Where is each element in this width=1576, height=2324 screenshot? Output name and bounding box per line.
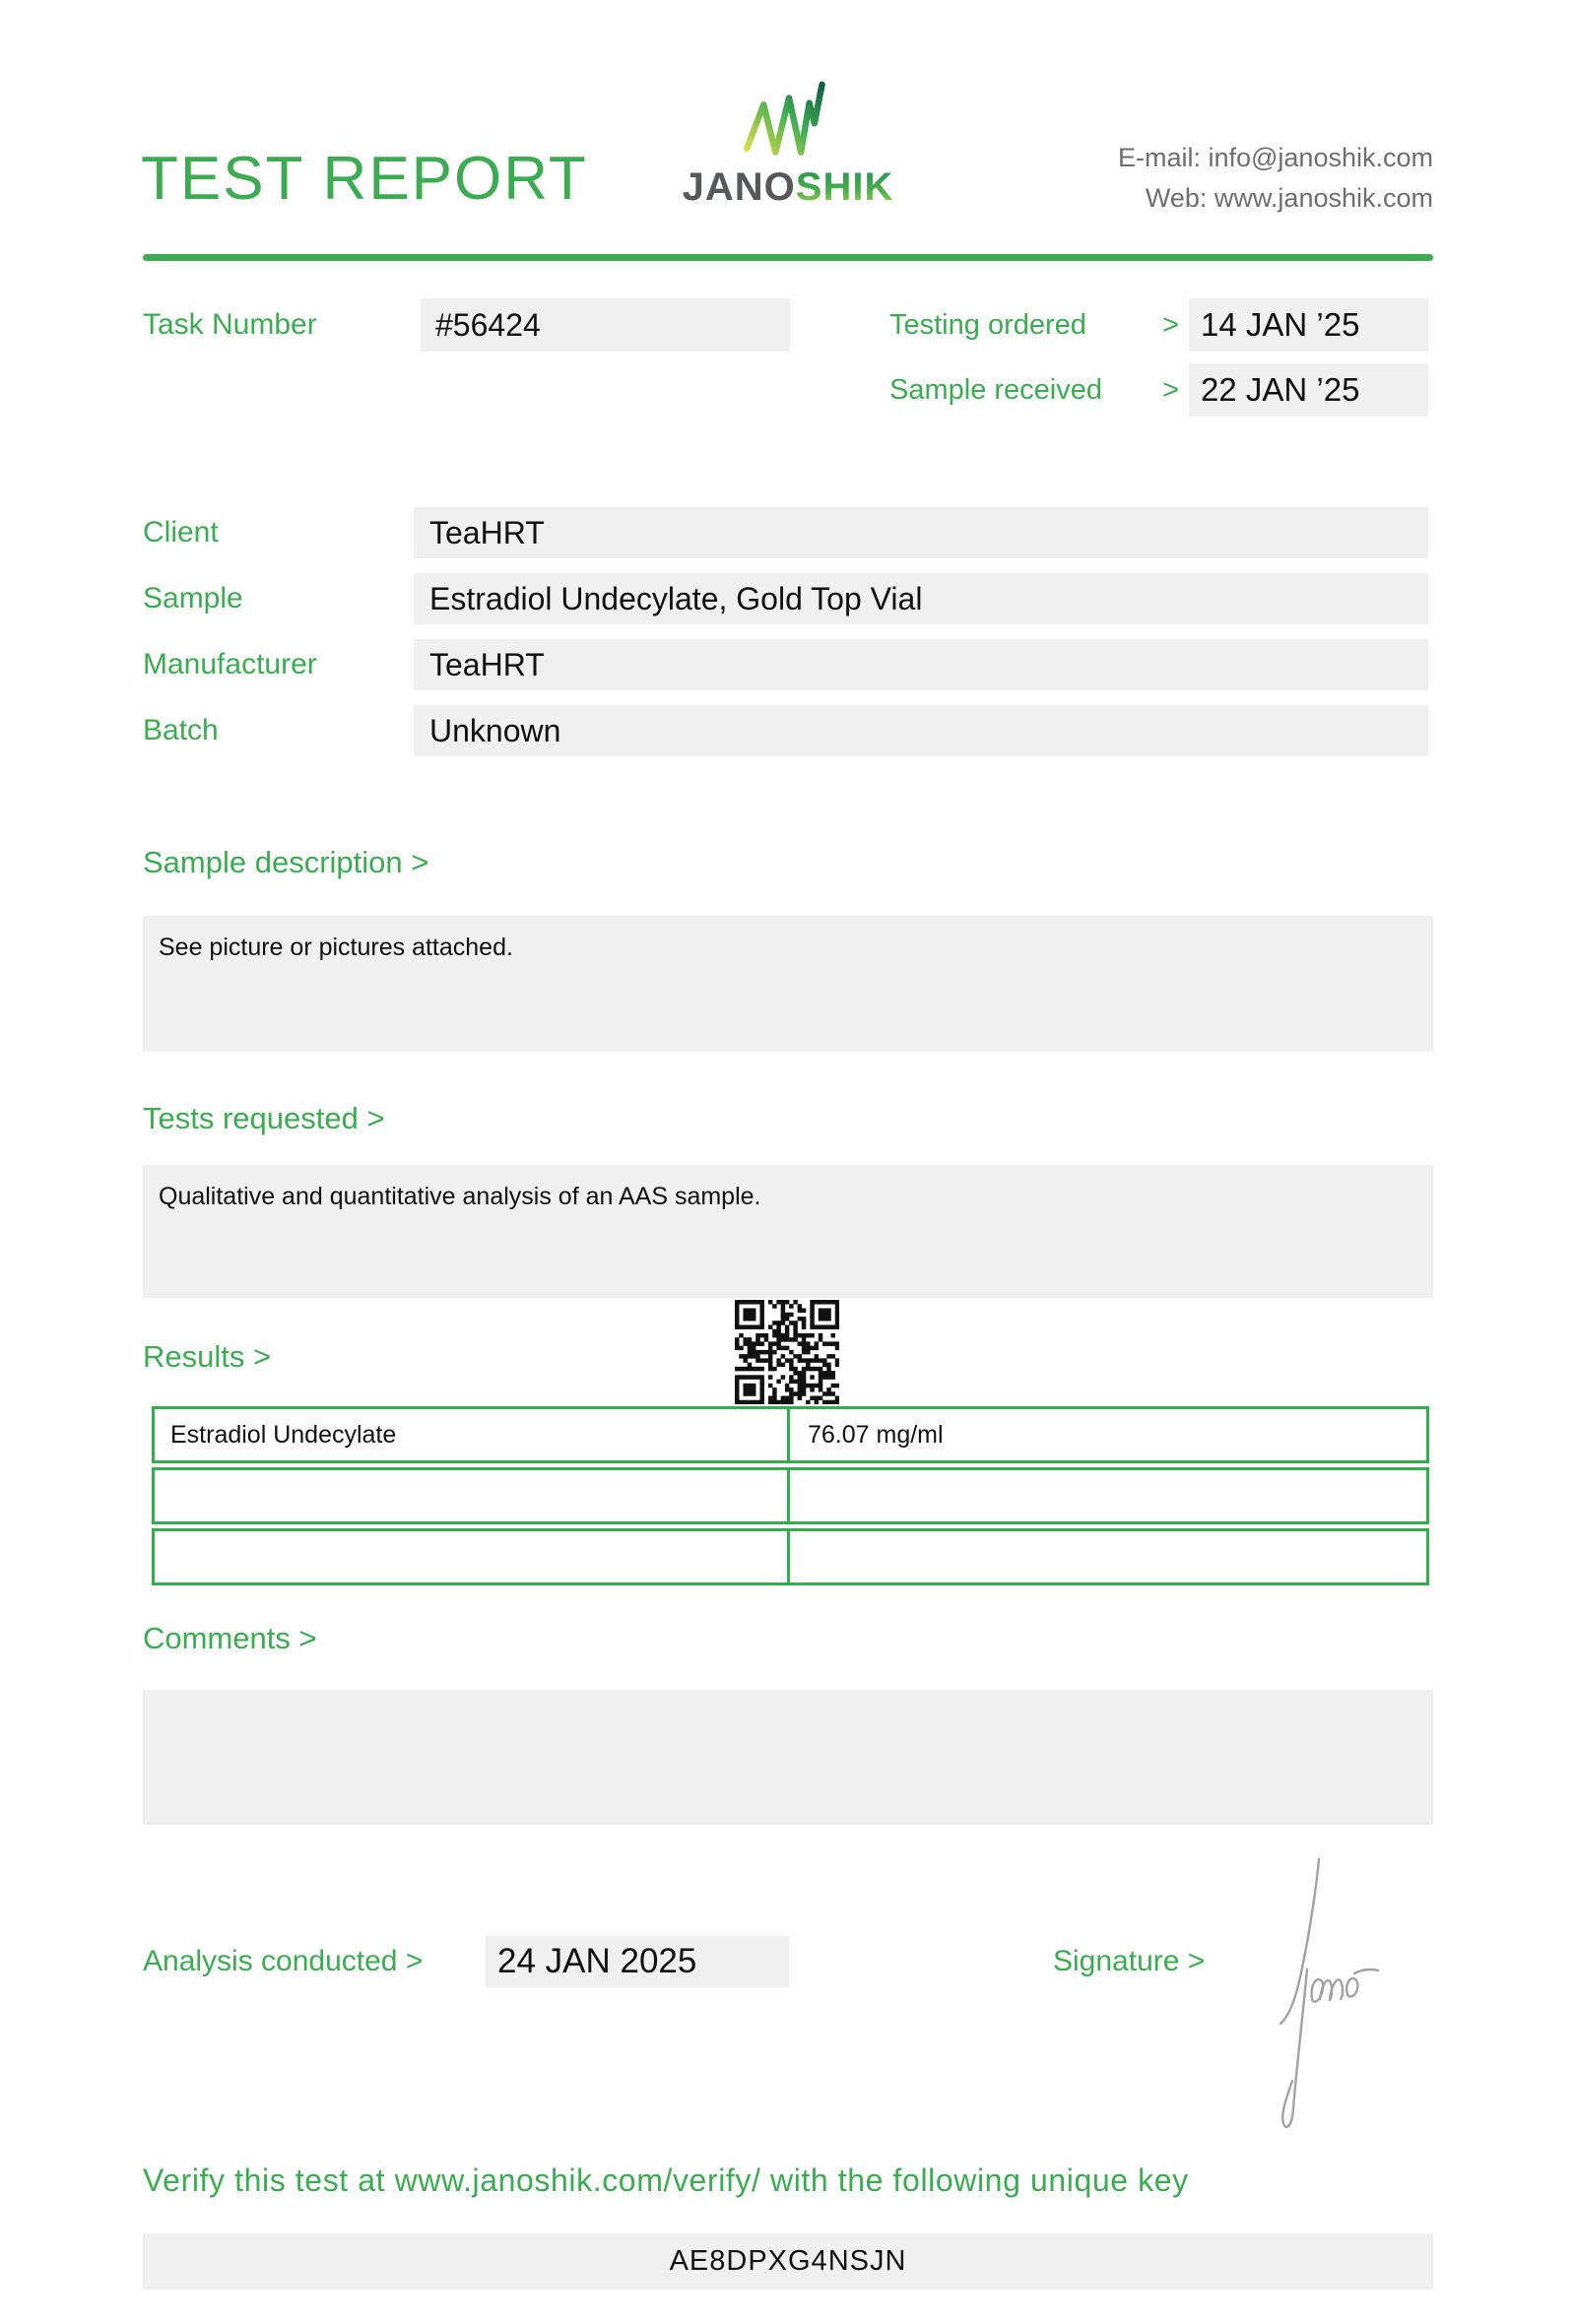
sample-received-label [889, 363, 1179, 417]
results-heading: Results > [143, 1339, 272, 1374]
analysis-date-field: 24 JAN 2025 [486, 1936, 789, 1987]
client-label: Client [143, 516, 219, 549]
arrow-icon: > [1162, 308, 1179, 341]
client-field: TeaHRT [414, 507, 1428, 558]
sample-description-heading: Sample description > [143, 845, 429, 879]
manufacturer-field: TeaHRT [414, 639, 1428, 690]
tests-requested-box: Qualitative and quantitative analysis of an AAS sample. [143, 1165, 1433, 1298]
qr-code [735, 1300, 839, 1404]
signature-label: Signature > [1053, 1945, 1206, 1977]
result-cell [790, 1531, 1426, 1582]
table-row [152, 1406, 1429, 1463]
manufacturer-label: Manufacturer [143, 648, 317, 680]
sample-field: Estradiol Undecylate, Gold Top Vial [414, 573, 1428, 624]
contact-email: E-mail: info@janoshik.com [1117, 143, 1433, 172]
tests-requested-heading: Tests requested > [143, 1101, 385, 1135]
comments-box [143, 1690, 1433, 1825]
testing-ordered-text: Testing ordered [889, 308, 1086, 341]
analyte-cell [155, 1531, 790, 1582]
sample-label: Sample [143, 582, 243, 614]
testing-ordered-field: 14 JAN ’25 [1189, 298, 1428, 352]
sample-received-field: 22 JAN ’25 [1189, 363, 1428, 417]
analyte-cell: Estradiol Undecylate [155, 1409, 790, 1460]
task-number-label: Task Number [143, 308, 317, 341]
comments-heading: Comments > [143, 1621, 317, 1655]
contact-block [1118, 138, 1433, 219]
table-row [152, 1467, 1429, 1524]
growth-chart-icon [741, 79, 825, 160]
batch-field: Unknown [414, 705, 1428, 756]
logo-jano: JANO [682, 165, 796, 209]
signature-image [1261, 1849, 1478, 2150]
table-row [152, 1528, 1429, 1585]
task-number-field: #56424 [421, 298, 790, 352]
results-table [152, 1406, 1429, 1589]
sample-received-text: Sample received [889, 373, 1102, 406]
unique-key-field: AE8DPXG4NSJN [143, 2233, 1433, 2290]
analyte-cell [155, 1470, 790, 1521]
logo-wordmark [621, 165, 955, 210]
result-cell: 76.07 mg/ml [808, 1420, 944, 1449]
sample-description-box: See picture or pictures attached. [143, 916, 1433, 1052]
arrow-icon: > [1162, 373, 1179, 406]
logo-shik: SHIK [795, 165, 894, 209]
verify-instruction: Verify this test at www.janoshik.com/verify/ with the following unique key [143, 2163, 1189, 2198]
contact-web: Web: www.janoshik.com [1145, 183, 1433, 213]
batch-label: Batch [143, 714, 219, 746]
testing-ordered-label [889, 298, 1179, 352]
result-cell [790, 1470, 1426, 1521]
page-title: TEST REPORT [141, 145, 588, 213]
analysis-conducted-label: Analysis conducted > [143, 1945, 424, 1977]
header-divider [143, 254, 1433, 261]
